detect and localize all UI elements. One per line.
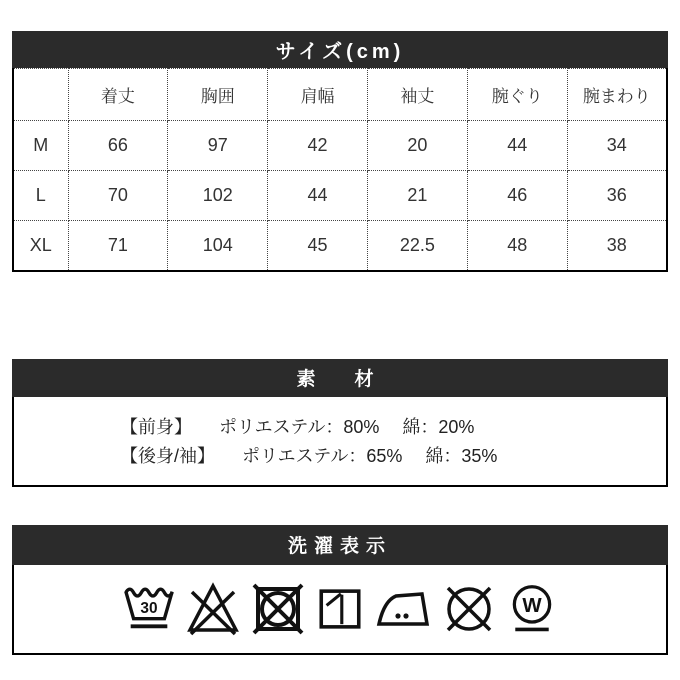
material-panel bbox=[12, 397, 668, 487]
size-value: 66 bbox=[68, 121, 168, 171]
size-value: 34 bbox=[567, 121, 667, 171]
size-value: 36 bbox=[567, 171, 667, 221]
size-value: 46 bbox=[467, 171, 567, 221]
size-table bbox=[12, 68, 668, 272]
size-value: 44 bbox=[467, 121, 567, 171]
table-row-l bbox=[13, 171, 667, 221]
size-label: XL bbox=[13, 221, 68, 271]
dry-in-shade-icon bbox=[315, 581, 365, 637]
care-section-title: 洗濯表示 bbox=[287, 536, 392, 557]
size-value: 21 bbox=[367, 171, 467, 221]
do-not-bleach-icon bbox=[185, 581, 241, 637]
size-value: 42 bbox=[268, 121, 368, 171]
wet-clean-gentle-icon bbox=[506, 581, 558, 637]
size-section-title: サイズ(cm) bbox=[275, 41, 405, 63]
wet-clean-letter: W bbox=[522, 594, 542, 617]
material-line-back-sleeve: 【後身/袖】 ポリエステル：65% 綿：35% bbox=[120, 445, 498, 466]
size-table-corner-cell bbox=[13, 69, 68, 121]
column-header: 胸囲 bbox=[168, 69, 268, 121]
wash-temp-label: 30 bbox=[140, 599, 158, 617]
size-value: 104 bbox=[168, 221, 268, 271]
column-header: 腕ぐり bbox=[467, 69, 567, 121]
size-label: M bbox=[13, 121, 68, 171]
column-header: 肩幅 bbox=[268, 69, 368, 121]
column-header: 袖丈 bbox=[367, 69, 467, 121]
size-value: 45 bbox=[268, 221, 368, 271]
column-header: 着丈 bbox=[68, 69, 168, 121]
do-not-tumble-dry-icon bbox=[250, 581, 306, 637]
size-value: 22.5 bbox=[367, 221, 467, 271]
size-value: 70 bbox=[68, 171, 168, 221]
column-header: 腕まわり bbox=[567, 69, 667, 121]
size-value: 20 bbox=[367, 121, 467, 171]
table-row-m bbox=[13, 121, 667, 171]
size-value: 97 bbox=[168, 121, 268, 171]
size-value: 102 bbox=[168, 171, 268, 221]
material-section-header bbox=[12, 359, 668, 397]
care-symbols-panel bbox=[12, 565, 668, 655]
size-value: 48 bbox=[467, 221, 567, 271]
size-value: 71 bbox=[68, 221, 168, 271]
iron-medium-heat-icon bbox=[374, 581, 432, 637]
size-label: L bbox=[13, 171, 68, 221]
size-value: 38 bbox=[567, 221, 667, 271]
size-value: 44 bbox=[268, 171, 368, 221]
do-not-dryclean-icon bbox=[441, 581, 497, 637]
material-section-title: 素 材 bbox=[296, 369, 384, 390]
material-line-front: 【前身】 ポリエステル：80% 綿：20% bbox=[120, 416, 475, 437]
care-section-header bbox=[12, 525, 668, 565]
wash-30-gentle-icon bbox=[122, 581, 176, 637]
table-row-xl bbox=[13, 221, 667, 271]
size-table-header-row bbox=[13, 69, 667, 121]
size-section-header bbox=[12, 31, 668, 68]
